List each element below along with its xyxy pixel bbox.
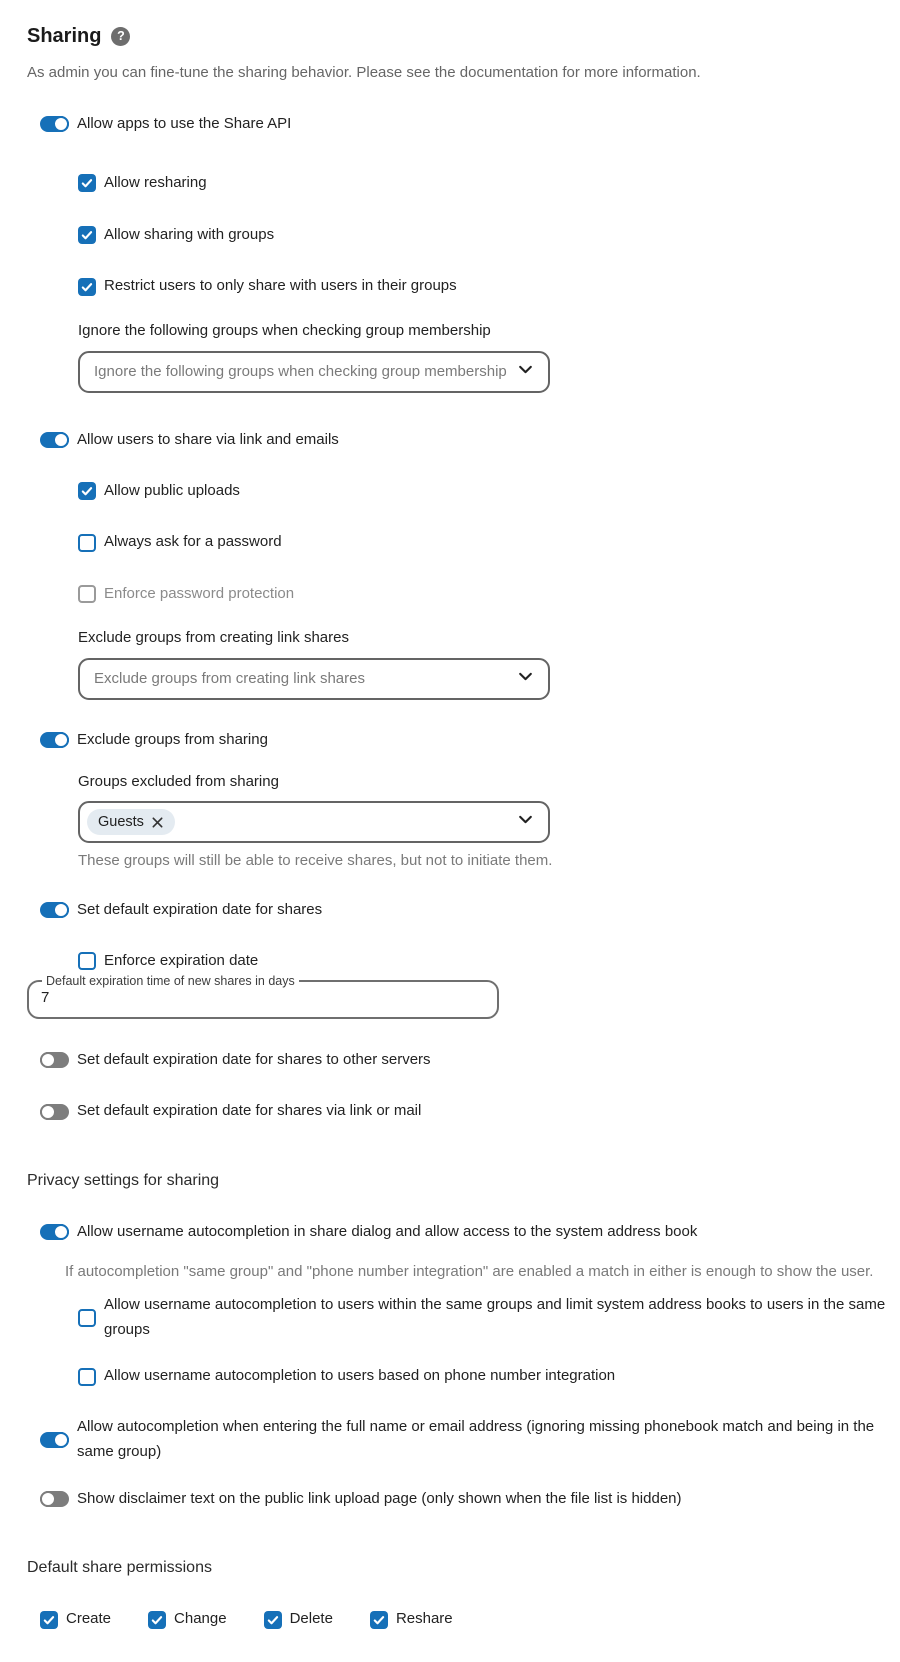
checkbox-allow-group-sharing[interactable]	[78, 223, 886, 248]
toggle-allow-link-shares[interactable]	[40, 428, 886, 453]
checkbox-unchecked-icon[interactable]	[78, 534, 96, 552]
toggle-on-icon[interactable]	[40, 732, 69, 748]
chevron-down-icon	[517, 811, 534, 833]
chevron-down-icon	[517, 668, 534, 690]
checkbox-label: Reshare	[395, 1610, 453, 1628]
excluded-groups-hint: These groups will still be able to receive shares, but not to initiate them.	[78, 852, 553, 869]
toggle-label: Allow username autocompletion in share dialog and allow access to the system address book	[77, 1223, 698, 1240]
excluded-groups-select[interactable]	[78, 801, 550, 843]
toggle-label: Set default expiration date for shares	[77, 901, 323, 918]
checkbox-label: Create	[66, 1610, 112, 1628]
toggle-label: Allow users to share via link and emails	[77, 430, 339, 448]
checkbox-label: Enforce password protection	[104, 585, 295, 602]
toggle-link-expiration[interactable]	[40, 1099, 886, 1124]
toggle-label: Set default expiration date for shares to other servers	[77, 1050, 431, 1068]
expiration-days-input[interactable]	[41, 989, 485, 1006]
checkbox-checked-icon[interactable]	[264, 1611, 282, 1629]
guests-group-chip	[87, 809, 175, 835]
toggle-remote-expiration[interactable]	[40, 1048, 886, 1073]
toggle-on-icon[interactable]	[40, 902, 69, 918]
toggle-public-disclaimer[interactable]	[40, 1487, 886, 1512]
ignore-groups-select[interactable]	[78, 351, 550, 393]
checkbox-label: Allow username autocompletion to users based on phone number integration	[104, 1367, 616, 1385]
toggle-exclude-groups-sharing[interactable]	[40, 728, 886, 753]
help-icon[interactable]: ?	[111, 27, 130, 46]
expiration-days-field	[27, 974, 499, 1019]
checkbox-permission-reshare[interactable]	[370, 1607, 453, 1632]
select-placeholder: Ignore the following groups when checking group membership	[94, 363, 507, 381]
autocompletion-hint: If autocompletion "same group" and "phone number integration" are enabled a match in either is enough to show the user.	[65, 1262, 874, 1280]
checkbox-permission-change[interactable]	[148, 1607, 227, 1632]
checkbox-disabled-icon	[78, 585, 96, 603]
checkbox-label: Allow resharing	[104, 173, 207, 191]
toggle-label: Set default expiration date for shares via link or mail	[77, 1102, 422, 1120]
checkbox-label: Enforce expiration date	[104, 951, 259, 969]
checkbox-label: Allow sharing with groups	[104, 225, 275, 243]
checkbox-enforce-password	[78, 582, 886, 607]
toggle-on-icon[interactable]	[40, 1432, 69, 1448]
expiration-days-label: Default expiration time of new shares in days	[46, 973, 295, 988]
chevron-down-icon	[517, 361, 534, 383]
toggle-off-icon[interactable]	[40, 1104, 69, 1120]
remove-icon[interactable]	[151, 816, 164, 829]
toggle-allow-share-api[interactable]	[40, 112, 886, 137]
checkbox-unchecked-icon[interactable]	[78, 952, 96, 970]
checkbox-checked-icon[interactable]	[78, 482, 96, 500]
excluded-groups-field-label: Groups excluded from sharing	[78, 773, 279, 791]
privacy-section-heading: Privacy settings for sharing	[27, 1172, 220, 1189]
select-placeholder: Exclude groups from creating link shares	[94, 670, 365, 687]
checkbox-ask-password[interactable]	[78, 530, 886, 555]
checkbox-unchecked-icon[interactable]	[78, 1309, 96, 1327]
toggle-label: Allow apps to use the Share API	[77, 115, 292, 132]
toggle-on-icon[interactable]	[40, 432, 69, 448]
toggle-default-expiration[interactable]	[40, 898, 886, 923]
checkbox-label: Allow public uploads	[104, 481, 240, 499]
checkbox-label: Always ask for a password	[104, 533, 282, 551]
checkbox-enforce-expiration[interactable]	[78, 949, 886, 974]
checkbox-permission-create[interactable]	[40, 1607, 111, 1632]
ignore-groups-field-label: Ignore the following groups when checking group membership	[78, 322, 491, 339]
toggle-on-icon[interactable]	[40, 1224, 69, 1240]
default-permissions-row	[40, 1607, 886, 1632]
toggle-label: Exclude groups from sharing	[77, 730, 268, 748]
toggle-off-icon[interactable]	[40, 1491, 69, 1507]
checkbox-checked-icon[interactable]	[40, 1611, 58, 1629]
checkbox-checked-icon[interactable]	[78, 278, 96, 296]
chip-label: Guests	[98, 814, 144, 830]
toggle-label: Show disclaimer text on the public link upload page (only shown when the file list is hidden)	[77, 1489, 682, 1507]
permissions-section-heading: Default share permissions	[27, 1559, 212, 1577]
checkbox-label: Delete	[289, 1610, 333, 1628]
page-title: Sharing	[27, 24, 102, 47]
toggle-on-icon[interactable]	[40, 116, 69, 132]
checkbox-unchecked-icon[interactable]	[78, 1368, 96, 1386]
checkbox-public-uploads[interactable]	[78, 479, 886, 504]
checkbox-allow-resharing[interactable]	[78, 171, 886, 196]
checkbox-checked-icon[interactable]	[370, 1611, 388, 1629]
toggle-autocomplete-full-match[interactable]	[40, 1415, 886, 1465]
exclude-link-groups-field-label: Exclude groups from creating link shares	[78, 628, 349, 646]
page-header	[27, 24, 886, 48]
checkbox-checked-icon[interactable]	[78, 226, 96, 244]
checkbox-checked-icon[interactable]	[148, 1611, 166, 1629]
toggle-label: Allow autocompletion when entering the full name or email address (ignoring missing phonebook match and being in the same group)	[77, 1418, 875, 1460]
checkbox-permission-delete[interactable]	[264, 1607, 333, 1632]
checkbox-checked-icon[interactable]	[78, 174, 96, 192]
page-subtitle: As admin you can fine-tune the sharing behavior. Please see the documentation for more information.	[27, 64, 701, 81]
exclude-link-groups-select[interactable]	[78, 658, 550, 700]
checkbox-autocomplete-phone[interactable]	[78, 1364, 886, 1389]
checkbox-restrict-to-groups[interactable]	[78, 274, 886, 299]
checkbox-autocomplete-same-group[interactable]	[78, 1293, 886, 1343]
toggle-username-autocompletion[interactable]	[40, 1220, 886, 1245]
toggle-off-icon[interactable]	[40, 1052, 69, 1068]
checkbox-label: Allow username autocompletion to users within the same groups and limit system address books to users in the same groups	[104, 1295, 886, 1338]
checkbox-label: Change	[174, 1610, 227, 1628]
checkbox-label: Restrict users to only share with users in their groups	[104, 277, 457, 295]
